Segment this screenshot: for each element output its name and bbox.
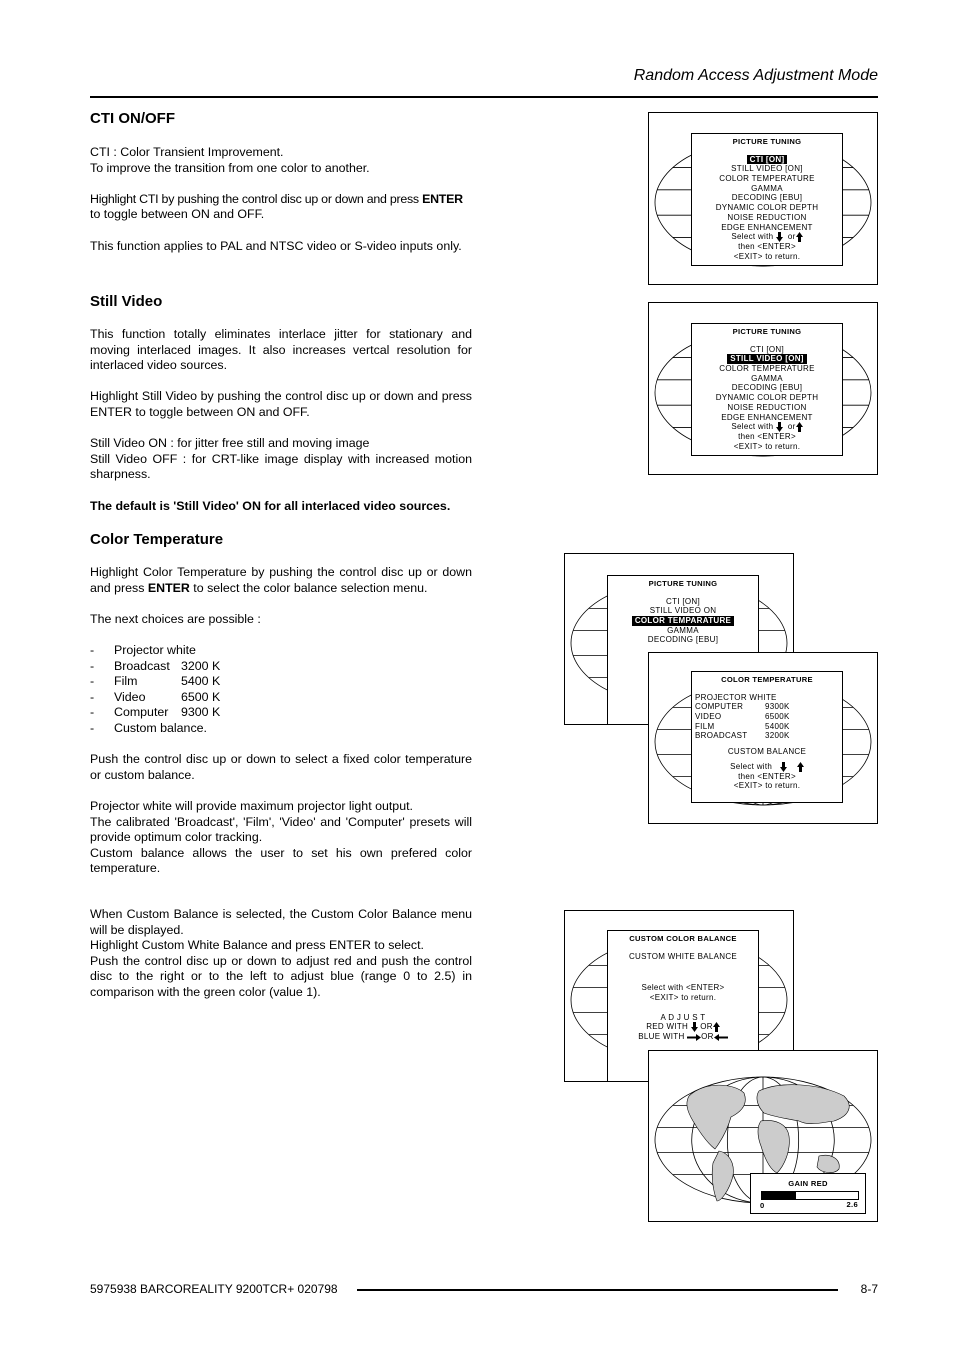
choice-name: Computer — [114, 705, 169, 720]
menu-title: PICTURE TUNING — [648, 579, 718, 588]
menu-item[interactable]: DECODING [EBU] — [731, 383, 803, 393]
menu-item[interactable]: GAMMA — [751, 183, 783, 193]
colortemp-p2: The next choices are possible : — [90, 611, 261, 626]
menu-item[interactable]: DYNAMIC COLOR DEPTH — [715, 203, 819, 213]
then-enter: then <ENTER> — [738, 241, 796, 251]
still-heading: Still Video — [90, 293, 163, 310]
cti-heading: CTI ON/OFF — [90, 110, 175, 127]
exit-hint: <EXIT> to return. — [733, 781, 801, 791]
menu-title: CUSTOM COLOR BALANCE — [629, 934, 737, 943]
choice-item — [90, 705, 472, 721]
choice-item — [90, 643, 472, 659]
menu-item-color-preset[interactable] — [692, 702, 842, 712]
arrow-down-icon — [780, 762, 787, 772]
page-number: 8-7 — [860, 1282, 878, 1296]
colortemp-p3: Push the control disc up or down to select a fixed color temperature or custom balance. — [90, 752, 472, 782]
colortemp-p4c: Custom balance allows the user to set his own prefered color temperature. — [90, 845, 472, 876]
choice-name: Projector white — [114, 642, 196, 657]
cti-p3: This function applies to PAL and NTSC video or S-video inputs only. — [90, 238, 462, 253]
menu-item-cti[interactable]: CTI [ON] — [750, 344, 784, 354]
menu-item-still-video-highlighted[interactable]: STILL VIDEO [ON] — [727, 354, 807, 364]
cti-p2-enter: ENTER — [422, 191, 463, 206]
arrow-down-icon — [691, 1022, 698, 1032]
still-default: The default is 'Still Video' ON for all interlaced video sources. — [90, 498, 451, 513]
exit-hint: <EXIT> to return. — [649, 993, 717, 1003]
choice-name: Film — [114, 674, 138, 689]
list-dash: - — [90, 720, 95, 735]
menu-item-color-preset[interactable] — [692, 712, 842, 722]
still-p3b: Still Video OFF : for CRT-like image display with increased motion sharpness. — [90, 451, 472, 482]
choice-item — [90, 674, 472, 690]
cti-text — [90, 145, 472, 254]
menu-item[interactable]: DECODING [EBU] — [647, 635, 719, 645]
menu-item[interactable]: COLOR TEMPERATURE — [719, 364, 815, 374]
choice-name: Video — [114, 689, 146, 704]
menu-item[interactable]: CTI [ON] — [666, 596, 700, 606]
choice-list — [90, 643, 472, 737]
arrow-right-icon — [687, 1034, 701, 1041]
preset-value: 3200K — [765, 731, 790, 741]
preset-name: VIDEO — [695, 712, 722, 722]
screen-picture-tuning-cti — [648, 112, 878, 285]
header-rule — [90, 96, 878, 98]
menu-item-cti-highlighted[interactable]: CTI [ON] — [747, 155, 788, 165]
menu-title: COLOR TEMPERATURE — [721, 675, 813, 684]
adjust-label: A D J U S T — [660, 1012, 706, 1022]
select-hint: Select with or — [692, 422, 842, 432]
menu-item-projector-white[interactable]: PROJECTOR WHITE — [695, 692, 777, 702]
page-header-title: Random Access Adjustment Mode — [633, 67, 878, 84]
menu-title: PICTURE TUNING — [732, 327, 802, 336]
screen-picture-tuning-still — [648, 302, 878, 475]
arrow-up-icon — [713, 1022, 720, 1032]
cti-p2a: Highlight CTI by pushing the control disc up or down and press — [90, 191, 423, 206]
exit-hint: <EXIT> to return. — [733, 251, 801, 261]
menu-title: PICTURE TUNING — [732, 137, 802, 146]
arrow-left-icon — [714, 1034, 728, 1041]
menu-item-custom-balance[interactable]: CUSTOM BALANCE — [727, 747, 807, 757]
menu-item[interactable]: EDGE ENHANCEMENT — [721, 222, 813, 232]
list-dash: - — [90, 705, 95, 720]
still-p3a: Still Video ON : for jitter free still and moving image — [90, 436, 370, 451]
menu-item[interactable]: DECODING [EBU] — [731, 193, 803, 203]
custom-p1: When Custom Balance is selected, the Custom Color Balance menu will be displayed. — [90, 907, 472, 937]
colortemp-p1-enter: ENTER — [147, 580, 190, 595]
picture-tuning-menu — [691, 323, 843, 456]
gain-red-bar[interactable] — [761, 1191, 859, 1200]
gain-min: 0 — [760, 1201, 765, 1210]
choice-name: Broadcast — [114, 658, 170, 673]
menu-item[interactable]: GAMMA — [751, 373, 783, 383]
cti-p2c: to toggle between ON and OFF. — [90, 207, 265, 222]
menu-item[interactable]: STILL VIDEO ON — [649, 606, 717, 616]
gain-title: GAIN RED — [788, 1179, 828, 1188]
choice-value: 9300 K — [181, 705, 221, 720]
gain-red-fill — [762, 1192, 796, 1199]
menu-item-custom-white-balance[interactable]: CUSTOM WHITE BALANCE — [628, 951, 738, 961]
preset-value: 5400K — [765, 721, 790, 731]
select-hint: Select with or — [692, 232, 842, 242]
choice-item — [90, 690, 472, 706]
preset-name: COMPUTER — [695, 702, 744, 712]
arrow-up-icon — [796, 232, 803, 242]
menu-item[interactable]: EDGE ENHANCEMENT — [721, 412, 813, 422]
blue-adjust-hint: BLUE WITH OR — [608, 1032, 758, 1042]
footer-rule — [357, 1289, 838, 1291]
preset-value: 9300K — [765, 702, 790, 712]
colortemp-p4a: Projector white will provide maximum projector light output. — [90, 798, 413, 813]
arrow-down-icon — [776, 422, 783, 432]
gain-red-box — [750, 1173, 866, 1214]
preset-name: FILM — [695, 721, 715, 731]
arrow-up-icon — [796, 422, 803, 432]
menu-item-color-temperature-highlighted[interactable]: COLOR TEMPARATURE — [632, 616, 734, 626]
colortemp-p1c: to select the color balance selection menu. — [189, 580, 428, 595]
select-hint: Select with — [692, 762, 842, 772]
choice-value: 5400 K — [181, 674, 221, 689]
choice-name: Custom balance. — [114, 720, 207, 735]
select-enter-hint: Select with <ENTER> — [641, 983, 725, 993]
choice-item — [90, 721, 472, 737]
screen-color-temperature — [648, 652, 878, 824]
still-p2: Highlight Still Video by pushing the control disc up or down and press ENTER to toggle between ON and OFF. — [90, 389, 472, 419]
red-adjust-hint: RED WITH OR — [608, 1022, 758, 1032]
cti-p1b: To improve the transition from one color to another. — [90, 160, 370, 175]
color-temperature-menu — [691, 671, 843, 803]
menu-item[interactable]: DYNAMIC COLOR DEPTH — [715, 393, 819, 403]
list-dash: - — [90, 658, 95, 673]
gain-max: 2.6 — [846, 1200, 858, 1209]
menu-item-color-preset[interactable] — [692, 722, 842, 732]
screen-gain-red — [648, 1050, 878, 1222]
menu-item[interactable]: STILL VIDEO [ON] — [731, 164, 803, 174]
colortemp-text — [90, 565, 472, 877]
arrow-down-icon — [776, 232, 783, 242]
menu-item[interactable]: COLOR TEMPERATURE — [719, 174, 815, 184]
colortemp-heading: Color Temperature — [90, 531, 224, 548]
choice-value: 6500 K — [181, 689, 221, 704]
colortemp-p1a: Highlight Color Temperature by pushing the control disc up or down and press — [90, 565, 472, 595]
list-dash: - — [90, 689, 95, 704]
then-enter: then <ENTER> — [738, 771, 796, 781]
menu-item[interactable]: GAMMA — [667, 625, 699, 635]
custom-p3: Push the control disc up or down to adjust red and push the control disc to the right or to the left to adjust blue (range 0 to 2.5) in comparison with the green color (value 1). — [90, 953, 472, 999]
menu-item[interactable]: NOISE REDUCTION — [727, 402, 807, 412]
still-text — [90, 327, 472, 514]
footer-doc-id: 5975938 BARCOREALITY 9200TCR+ 020798 — [90, 1282, 338, 1296]
cti-p1a: CTI : Color Transient Improvement. — [90, 145, 284, 159]
exit-hint: <EXIT> to return. — [733, 441, 801, 451]
preset-value: 6500K — [765, 712, 790, 722]
picture-tuning-menu — [691, 133, 843, 266]
still-p1: This function totally eliminates interlace jitter for stationary and moving interlaced images. It also increases vertcal resolution for interlaced video sources. — [90, 327, 472, 373]
then-enter: then <ENTER> — [738, 431, 796, 441]
choice-value: 3200 K — [181, 658, 221, 673]
list-dash: - — [90, 642, 95, 657]
arrow-up-icon — [797, 762, 804, 772]
menu-item-color-preset[interactable] — [692, 731, 842, 741]
menu-item[interactable]: NOISE REDUCTION — [727, 212, 807, 222]
custom-text — [90, 907, 472, 1001]
choice-item — [90, 659, 472, 675]
custom-p2: Highlight Custom White Balance and press ENTER to select. — [90, 938, 425, 953]
colortemp-p4b: The calibrated 'Broadcast', 'Film', 'Video' and 'Computer' presets will provide optimum color tracking. — [90, 814, 472, 845]
preset-name: BROADCAST — [695, 731, 748, 741]
list-dash: - — [90, 674, 95, 689]
